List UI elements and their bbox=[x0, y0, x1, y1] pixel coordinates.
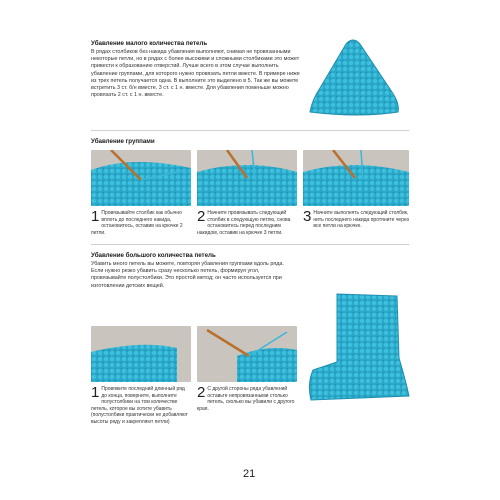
step1-photo bbox=[91, 150, 191, 206]
triangle-swatch-photo bbox=[300, 30, 410, 120]
step-text: Начните выполнять следующий столбик, нить последнего накида протяните через все петли на крючке. bbox=[313, 210, 409, 230]
step-number: 2 bbox=[197, 384, 206, 401]
section3-step2-photo bbox=[197, 326, 297, 382]
divider bbox=[91, 130, 409, 131]
section2-step-2 bbox=[197, 210, 297, 236]
section3-step-1 bbox=[91, 386, 191, 426]
step-number: 2 bbox=[197, 208, 206, 225]
step-text: С другой стороны ряда убавлений оставьте непровязанными столько петель, сколько вы убавили с другого края. bbox=[197, 386, 295, 412]
step-number: 3 bbox=[303, 208, 312, 225]
step-number: 1 bbox=[91, 384, 100, 401]
step-text: Начните провязывать следующий столбик в следующую петлю, снова остановитесь перед последним накидом, оставив на крючке 3 петли. bbox=[197, 210, 291, 236]
page-number: 21 bbox=[243, 468, 256, 480]
section1-title: Убавление малого количества петель bbox=[91, 40, 208, 47]
section3-body: Убавить много петель вы можете, повторяя убавления группами вдоль ряда. Если нужно резко убавить сразу несколько петель, формируя угол, провязывайте полустолбики. Это простой метод; он часто используется при изготовлении детских вещей. bbox=[91, 261, 284, 289]
corner-swatch-photo bbox=[305, 288, 415, 408]
step-text: Провяжите последний длинный ряд до конца, поверните, выполните полустолбики на том количестве петель, которое вы хотите убавить (полустолбики практически не добавляют высоты ряду и закрепляют петли) bbox=[91, 386, 188, 425]
step2-photo bbox=[197, 150, 297, 206]
section3-title: Убавление большого количества петель bbox=[91, 252, 216, 259]
section3-step1-photo bbox=[91, 326, 191, 382]
section2-title: Убавление группами bbox=[91, 138, 155, 145]
section2-step-1 bbox=[91, 210, 191, 236]
divider bbox=[91, 244, 409, 245]
step3-photo bbox=[303, 150, 409, 206]
step-text: Провязывайте столбик как обычно вплоть до последнего накида, остановитесь, оставив на крючке 2 петли. bbox=[91, 210, 183, 236]
section2-step-3 bbox=[303, 210, 409, 230]
step-number: 1 bbox=[91, 208, 100, 225]
section3-step-2 bbox=[197, 386, 297, 412]
section1-body: В рядах столбиков без накида убавления выполняют, снимая не провязанными некоторые петли, но в рядах с более высокими и сложными столбиками это может привести к образованию отверстий. Лучше всего в этом случае выполнить убавление группами, для которого нужно провязать петли вместе. В примере ниже из трех петель получается одна. В выполните это выделено в 5. Так же вы можете встретить 3 ст. б/н вместе, 3 ст. с 1 н. вместе. Для убавления поменьше можно провязать 2 ст. с 1 н. вместе. bbox=[91, 49, 300, 99]
